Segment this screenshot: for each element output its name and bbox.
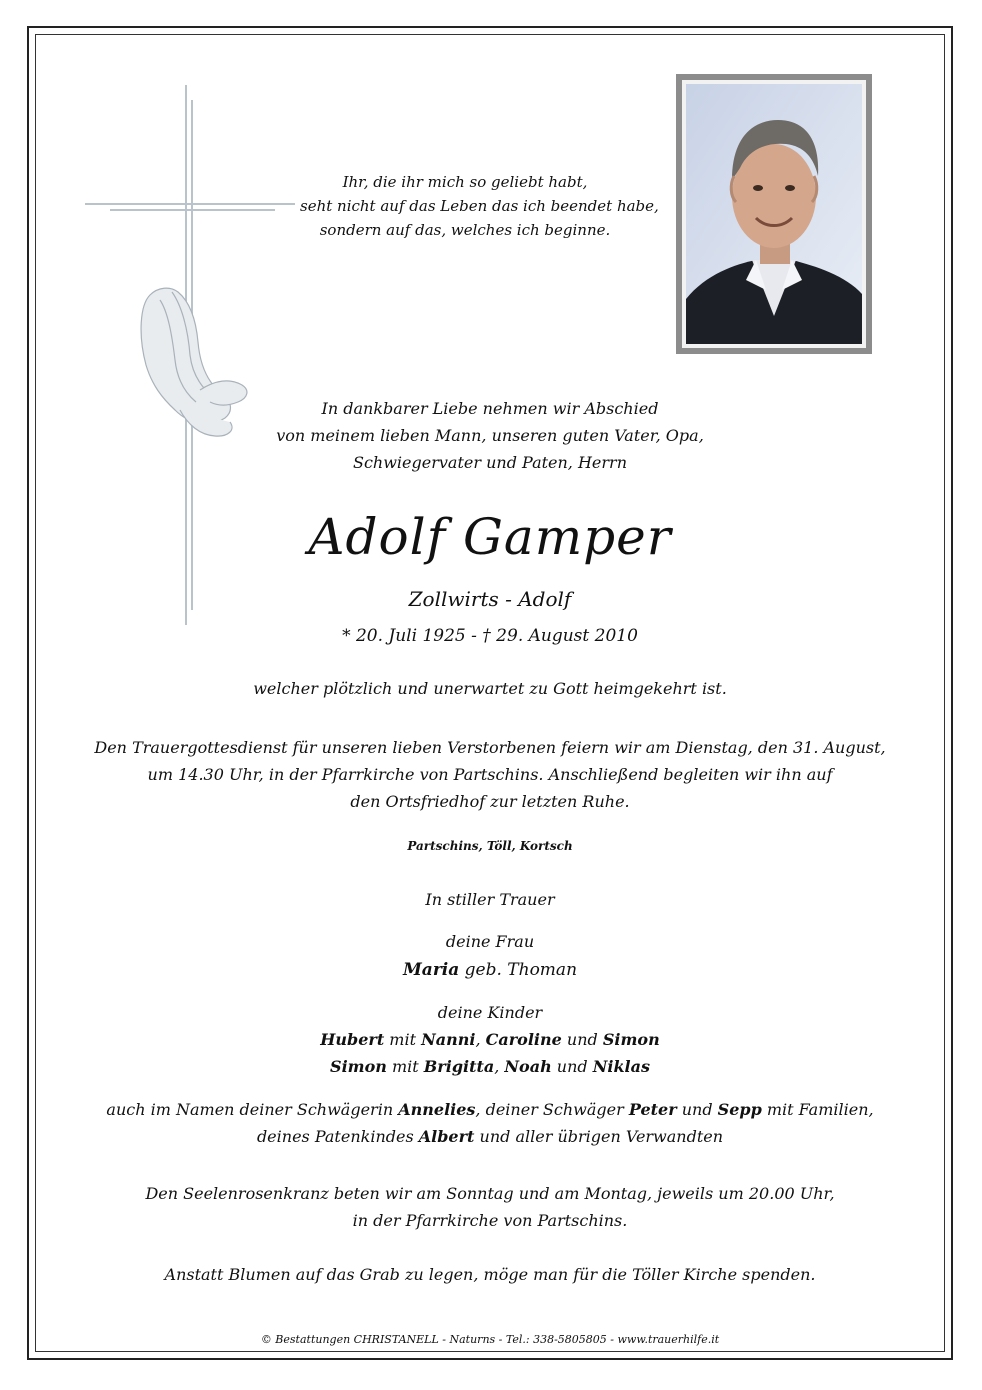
children-list <box>60 1026 920 1080</box>
places: Partschins, Töll, Kortsch <box>407 839 573 853</box>
portrait-frame <box>676 74 872 354</box>
deceased-name: Adolf Gamper <box>308 508 672 566</box>
relative-name: Peter <box>628 1100 677 1119</box>
donation-note: Anstatt Blumen auf das Grab zu legen, möge man für die Töller Kirche spenden. <box>164 1265 816 1284</box>
relative-name: Albert <box>418 1127 475 1146</box>
text: deines Patenkindes <box>256 1127 419 1146</box>
footer: © Bestattungen CHRISTANELL - Naturns - Tel.: 338-5805805 - www.trauerhilfe.it <box>260 1333 720 1346</box>
family-name: Nanni <box>421 1030 476 1049</box>
family-name: Simon <box>602 1030 660 1049</box>
life-dates: * 20. Juli 1925 - † 29. August 2010 <box>342 626 638 646</box>
grief-heading: In stiller Trauer <box>425 890 555 909</box>
text: und <box>676 1100 718 1119</box>
children-row <box>60 1026 920 1053</box>
connector: mit <box>386 1057 424 1076</box>
children-row <box>60 1053 920 1080</box>
text: und aller übrigen Verwandten <box>474 1127 724 1146</box>
funeral-line: den Ortsfriedhof zur letzten Ruhe. <box>350 792 630 811</box>
wife-line <box>60 956 920 984</box>
verse-line: sondern auf das, welches ich beginne. <box>319 221 611 239</box>
wife-name: Maria <box>402 960 460 980</box>
intro-line: Schwiegervater und Paten, Herrn <box>353 453 627 472</box>
connector: mit <box>384 1030 422 1049</box>
family-name: Niklas <box>592 1057 650 1076</box>
farewell-intro <box>60 395 920 476</box>
text: auch im Namen deiner Schwägerin <box>106 1100 399 1119</box>
intro-line: In dankbarer Liebe nehmen wir Abschied <box>321 399 659 418</box>
rosary-line: in der Pfarrkirche von Partschins. <box>352 1211 628 1230</box>
verse-line: Ihr, die ihr mich so geliebt habt, <box>342 173 588 191</box>
family-name: Caroline <box>485 1030 562 1049</box>
verse-line: seht nicht auf das Leben das ich beendet habe, <box>300 197 659 215</box>
connector: und <box>561 1030 603 1049</box>
wife-title: deine Frau <box>445 932 535 951</box>
family-name: Noah <box>504 1057 552 1076</box>
portrait-mat <box>682 80 866 348</box>
relative-name: Sepp <box>717 1100 762 1119</box>
funeral-info <box>60 734 920 815</box>
relative-name: Annelies <box>398 1100 476 1119</box>
relatives <box>60 1096 920 1150</box>
passing-note: welcher plötzlich und unerwartet zu Gott heimgekehrt ist. <box>253 679 727 698</box>
portrait-photo <box>686 84 862 344</box>
funeral-line: um 14.30 Uhr, in der Pfarrkirche von Partschins. Anschließend begleiten wir ihn auf <box>147 765 833 784</box>
connector: und <box>551 1057 593 1076</box>
rosary-line: Den Seelenrosenkranz beten wir am Sonntag und am Montag, jeweils um 20.00 Uhr, <box>145 1184 835 1203</box>
text: , deiner Schwäger <box>475 1100 629 1119</box>
family-name: Hubert <box>320 1030 385 1049</box>
rosary-info <box>60 1180 920 1234</box>
verse <box>300 170 659 242</box>
text: mit Familien, <box>761 1100 874 1119</box>
connector: , <box>494 1057 505 1076</box>
family-name: Simon <box>330 1057 387 1076</box>
children-title: deine Kinder <box>437 1003 543 1022</box>
wife-maiden-name: geb. Thoman <box>459 960 578 980</box>
funeral-line: Den Trauergottesdienst für unseren lieben Verstorbenen feiern wir am Dienstag, den 31. August, <box>94 738 886 757</box>
intro-line: von meinem lieben Mann, unseren guten Vater, Opa, <box>276 426 704 445</box>
relatives-line <box>60 1096 920 1123</box>
connector: , <box>475 1030 486 1049</box>
relatives-line <box>60 1123 920 1150</box>
deceased-nickname: Zollwirts - Adolf <box>408 587 572 611</box>
family-name: Brigitta <box>423 1057 495 1076</box>
